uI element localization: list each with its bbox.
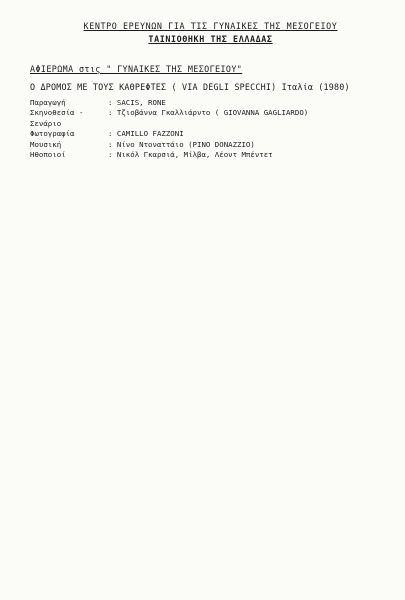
document-body	[30, 156, 389, 578]
credit-key: Παραγωγή	[30, 98, 66, 107]
credit-row	[30, 108, 391, 129]
film-title: Ο ΔΡΟΜΟΣ ΜΕ ΤΟΥΣ ΚΑΘΡΕΦΤΕΣ ( VIA DEGLI SPECCHI) Ιταλία (1980)	[30, 82, 350, 92]
credit-value: : Νίνο Ντοναττάιο (PINO DONAZZIO)	[108, 139, 255, 149]
credit-row	[30, 140, 391, 150]
credit-value: : Νικόλ Γκαρσιά, Μίλβα, Λέοντ Μπέντετ	[108, 150, 273, 160]
header-line-2: ΤΑΙΝΙΟΘΗΚΗ ΤΗΣ ΕΛΛΑΔΑΣ	[148, 34, 273, 44]
credit-key: Μουσική	[30, 139, 62, 149]
tribute-heading: ΑΦΙΕΡΩΜΑ στις " ΓΥΝΑΙΚΕΣ ΤΗΣ ΜΕΣΟΓΕΙΟΥ"	[30, 64, 243, 74]
credit-row	[30, 129, 391, 139]
credit-key: Φωτογραφία	[30, 129, 75, 139]
credits-list	[30, 98, 391, 160]
credit-value: : SACIS, RONE	[108, 98, 166, 107]
credit-value: : Τζιοβάννα Γκαλλιάρντο ( GIOVANNA GAGLIARDO)	[108, 108, 309, 118]
credit-row	[30, 98, 391, 108]
credit-key: Σκηνοθεσία - Σενάριο	[30, 108, 84, 128]
document-header	[30, 20, 391, 46]
header-line-1: ΚΕΝΤΡΟ ΕΡΕΥΝΩΝ ΓΙΑ ΤΙΣ ΓΥΝΑΙΚΕΣ ΤΗΣ ΜΕΣΟΓΕΙΟΥ	[83, 21, 338, 31]
credit-key: Ηθοποιοί	[30, 150, 66, 160]
credit-value: : CAMILLO FAZZONI	[108, 129, 184, 139]
